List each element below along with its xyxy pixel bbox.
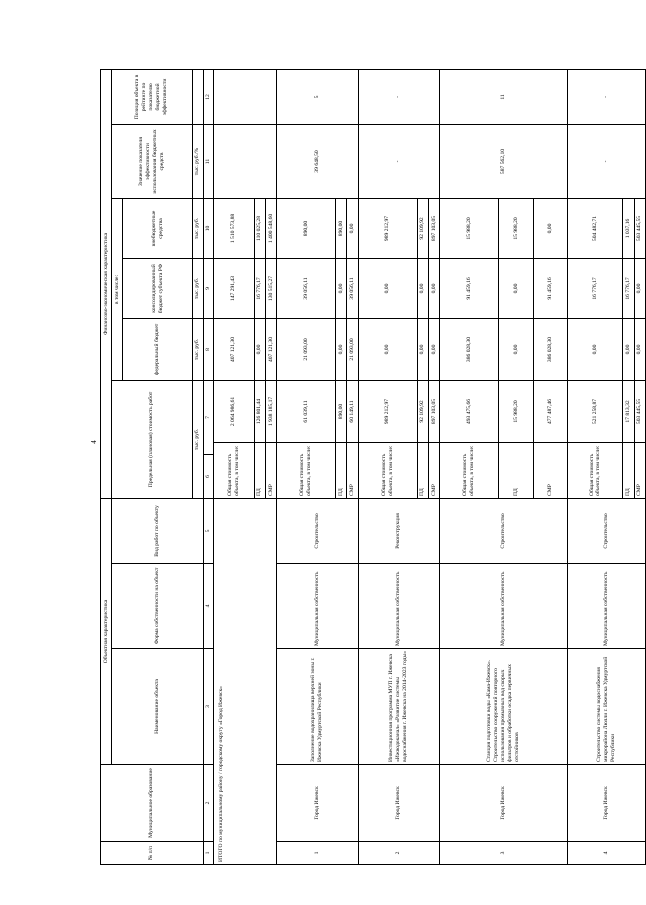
- row2-total-federal: 0,00: [358, 318, 417, 380]
- row2-label-pd: ПД: [417, 442, 428, 498]
- row4-object-name: Строительство системы водоснабжения микрорайона Люлли г. Ижевска Удмуртской Республики: [568, 649, 646, 765]
- row3-work-type: Строительство: [440, 498, 568, 563]
- row1-total-regional: 39 056,11: [277, 258, 336, 318]
- row-label-total: Общая стоимость объекта, в том числе:: [214, 442, 255, 498]
- row3-total-regional: 91 459,16: [440, 258, 499, 318]
- row1-num: 1: [277, 842, 358, 865]
- row1-work-type: Строительство: [277, 498, 358, 563]
- header-offbudget: внебюджетные средства: [123, 198, 192, 258]
- col-index-5: 5: [203, 498, 213, 563]
- row4-pd-cost: 17 813,32: [623, 380, 634, 442]
- itogo-pd-federal: 0,00: [254, 318, 265, 380]
- header-work-type: Вид работ по объекту: [112, 498, 204, 563]
- itogo-smr-regional: 130 515,27: [265, 258, 276, 318]
- row4-municipality: Город Ижевск: [568, 765, 646, 842]
- col-index-1: 1: [203, 842, 213, 865]
- header-max-cost: Предельная (плановая) стоимость работ: [112, 380, 192, 498]
- row3-municipality: Город Ижевск: [440, 765, 568, 842]
- header-fin-char: Финансово-экономическая характеристика: [101, 69, 112, 498]
- row4-smr-federal: 0,00: [634, 318, 645, 380]
- itogo-pd-regional: 16 776,17: [254, 258, 265, 318]
- row2-pd-offbudget: 92 109,92: [417, 198, 428, 258]
- row3-total-federal: 386 028,30: [440, 318, 499, 380]
- row3-smr-regional: 91 459,16: [533, 258, 568, 318]
- col-index-7: 7: [203, 380, 213, 454]
- itogo-smr-offbudget: 1 400 548,60: [265, 198, 276, 258]
- header-object-char: Объектная характеристика: [101, 498, 112, 764]
- header-object-name: Наименование объекта: [112, 649, 204, 765]
- row1-total-cost: 61 039,11: [277, 380, 336, 442]
- row2-pd-federal: 0,00: [417, 318, 428, 380]
- row4-total-regional: 16 776,17: [568, 258, 623, 318]
- itogo-pd-cost: 126 801,44: [254, 380, 265, 442]
- header-regional: консолидированный бюджет субъекта РФ: [123, 258, 192, 318]
- row3-pd-federal: 0,00: [499, 318, 534, 380]
- row3-total-offbudget: 15 988,20: [440, 198, 499, 258]
- header-federal: федеральный бюджет: [123, 318, 192, 380]
- row2-pd-cost: 92 109,92: [417, 380, 428, 442]
- row2-position: -: [358, 69, 439, 124]
- unit-federal: тыс. руб.: [192, 318, 203, 380]
- header-including: в том числе:: [112, 198, 123, 380]
- col-index-4: 4: [203, 564, 213, 649]
- row2-smr-offbudget: 897 103,05: [428, 198, 439, 258]
- row1-indicator: 39 648,50: [277, 124, 358, 198]
- row1-pd-regional: 0,00: [336, 258, 347, 318]
- col-index-6: 6: [203, 454, 213, 498]
- col-index-10: 10: [203, 198, 213, 258]
- row1-total-offbudget: 890,00: [277, 198, 336, 258]
- row3-label-smr: СМР: [533, 442, 568, 498]
- unit-regional: тыс. руб.: [192, 258, 203, 318]
- row3-smr-offbudget: 0,00: [533, 198, 568, 258]
- row4-smr-regional: 0,00: [634, 258, 645, 318]
- itogo-smr-federal: 407 121,30: [265, 318, 276, 380]
- row2-smr-cost: 897 103,05: [428, 380, 439, 442]
- row3-object-name: Станция подготовки воды «Кама-Ижевск». Строительство сооружений повторного использования промывных вод скорых фильтров и обработки осадка первичных отстойников: [440, 649, 568, 765]
- row4-label-smr: СМР: [634, 442, 645, 498]
- row3-label-pd: ПД: [499, 442, 534, 498]
- row1-label-pd: ПД: [336, 442, 347, 498]
- row4-pd-offbudget: 1 037,16: [623, 198, 634, 258]
- itogo-total-regional: 147 291,43: [214, 258, 255, 318]
- header-ownership: Форма собственности на объект: [112, 564, 204, 649]
- itogo-label: ИТОГО по муниципальному району / городскому округу «Город Ижевск»: [214, 498, 277, 864]
- row4-total-cost: 521 258,87: [568, 380, 623, 442]
- row1-label-total: Общая стоимость объекта, в том числе:: [277, 442, 336, 498]
- row2-municipality: Город Ижевск: [358, 765, 439, 842]
- row2-ownership: Муниципальная собственность: [358, 564, 439, 649]
- header-indicator-value: Значение показателя эффективности использования бюджетных средств: [112, 124, 192, 198]
- row3-smr-cost: 477 487,46: [533, 380, 568, 442]
- row1-municipality: Город Ижевск: [277, 765, 358, 842]
- row2-indicator: -: [358, 124, 439, 198]
- row2-num: 2: [358, 842, 439, 865]
- row3-smr-federal: 386 028,30: [533, 318, 568, 380]
- row1-pd-federal: 0,00: [336, 318, 347, 380]
- row3-num: 3: [440, 842, 568, 865]
- itogo-total-federal: 407 121,30: [214, 318, 255, 380]
- row1-label-smr: СМР: [347, 442, 358, 498]
- col-index-9: 9: [203, 258, 213, 318]
- header-num: № п/п: [101, 842, 204, 865]
- row-label-pd: ПД: [254, 442, 265, 498]
- header-position: Позиция объекта в рейтинге по показателю бюджетной эффективности: [112, 69, 192, 124]
- unit-position-empty: [192, 69, 203, 124]
- itogo-position-empty: [214, 69, 277, 124]
- row4-total-offbudget: 504 482,71: [568, 198, 623, 258]
- itogo-pd-offbudget: 110 025,28: [254, 198, 265, 258]
- row1-ownership: Муниципальная собственность: [277, 564, 358, 649]
- itogo-smr-cost: 1 938 185,17: [265, 380, 276, 442]
- itogo-total-offbudget: 1 510 573,88: [214, 198, 255, 258]
- col-index-2: 2: [203, 765, 213, 842]
- row4-smr-offbudget: 503 445,55: [634, 198, 645, 258]
- row4-num: 4: [568, 842, 646, 865]
- row3-pd-cost: 15 988,20: [499, 380, 534, 442]
- col-index-8: 8: [203, 318, 213, 380]
- row2-smr-regional: 0,00: [428, 258, 439, 318]
- row1-position: 5: [277, 69, 358, 124]
- row4-work-type: Строительство: [568, 498, 646, 563]
- row1-pd-cost: 890,00: [336, 380, 347, 442]
- row3-position: 11: [440, 69, 568, 124]
- row1-smr-cost: 60 149,11: [347, 380, 358, 442]
- col-index-3: 3: [203, 649, 213, 765]
- row3-label-total: Общая стоимость объекта, в том числе:: [440, 442, 499, 498]
- row3-pd-offbudget: 15 988,20: [499, 198, 534, 258]
- row2-pd-regional: 0,00: [417, 258, 428, 318]
- row4-pd-federal: 0,00: [623, 318, 634, 380]
- row3-pd-regional: 0,00: [499, 258, 534, 318]
- row1-object-name: Заполнение водохранилища верхней зоны г. Ижевска Удмуртской Республики: [277, 649, 358, 765]
- row4-smr-cost: 503 445,55: [634, 380, 645, 442]
- row1-smr-federal: 21 093,00: [347, 318, 358, 380]
- row4-indicator: -: [568, 124, 646, 198]
- col-index-12: 12: [203, 69, 213, 124]
- row2-object-name: Инвестиционная программа МУП г. Ижевска «Ижводоканал» «Развитие системы водоснабжения г. Ижевска на 2014-2023 годы»: [358, 649, 439, 765]
- row2-total-regional: 0,00: [358, 258, 417, 318]
- row4-position: -: [568, 69, 646, 124]
- row3-total-cost: 493 475,66: [440, 380, 499, 442]
- row4-label-total: Общая стоимость объекта, в том числе:: [568, 442, 623, 498]
- row-label-smr: СМР: [265, 442, 276, 498]
- row2-work-type: Реконструкция: [358, 498, 439, 563]
- row3-indicator: 587 562,10: [440, 124, 568, 198]
- header-municipality: Муниципальное образование: [101, 765, 204, 842]
- row2-label-smr: СМР: [428, 442, 439, 498]
- row4-ownership: Муниципальная собственность: [568, 564, 646, 649]
- itogo-indicator-empty: [214, 124, 277, 198]
- row3-ownership: Муниципальная собственность: [440, 564, 568, 649]
- unit-max-cost: тыс. руб.: [192, 380, 203, 498]
- row1-total-federal: 21 093,00: [277, 318, 336, 380]
- row4-pd-regional: 16 776,17: [623, 258, 634, 318]
- page-number: 4: [89, 440, 98, 444]
- financial-table: [100, 69, 646, 865]
- row2-label-total: Общая стоимость объекта, в том числе:: [358, 442, 417, 498]
- col-index-11: 11: [203, 124, 213, 198]
- row2-total-cost: 989 212,97: [358, 380, 417, 442]
- row4-total-federal: 0,00: [568, 318, 623, 380]
- row1-smr-offbudget: 0,00: [347, 198, 358, 258]
- row4-label-pd: ПД: [623, 442, 634, 498]
- unit-offbudget: тыс. руб.: [192, 198, 203, 258]
- row1-pd-offbudget: 890,00: [336, 198, 347, 258]
- itogo-total-cost: 2 064 986,61: [214, 380, 255, 442]
- unit-indicator: тыс. руб./%: [192, 124, 203, 198]
- row2-total-offbudget: 989 212,97: [358, 198, 417, 258]
- table-rotated-wrapper: [100, 70, 646, 865]
- row1-smr-regional: 39 056,11: [347, 258, 358, 318]
- row2-smr-federal: 0,00: [428, 318, 439, 380]
